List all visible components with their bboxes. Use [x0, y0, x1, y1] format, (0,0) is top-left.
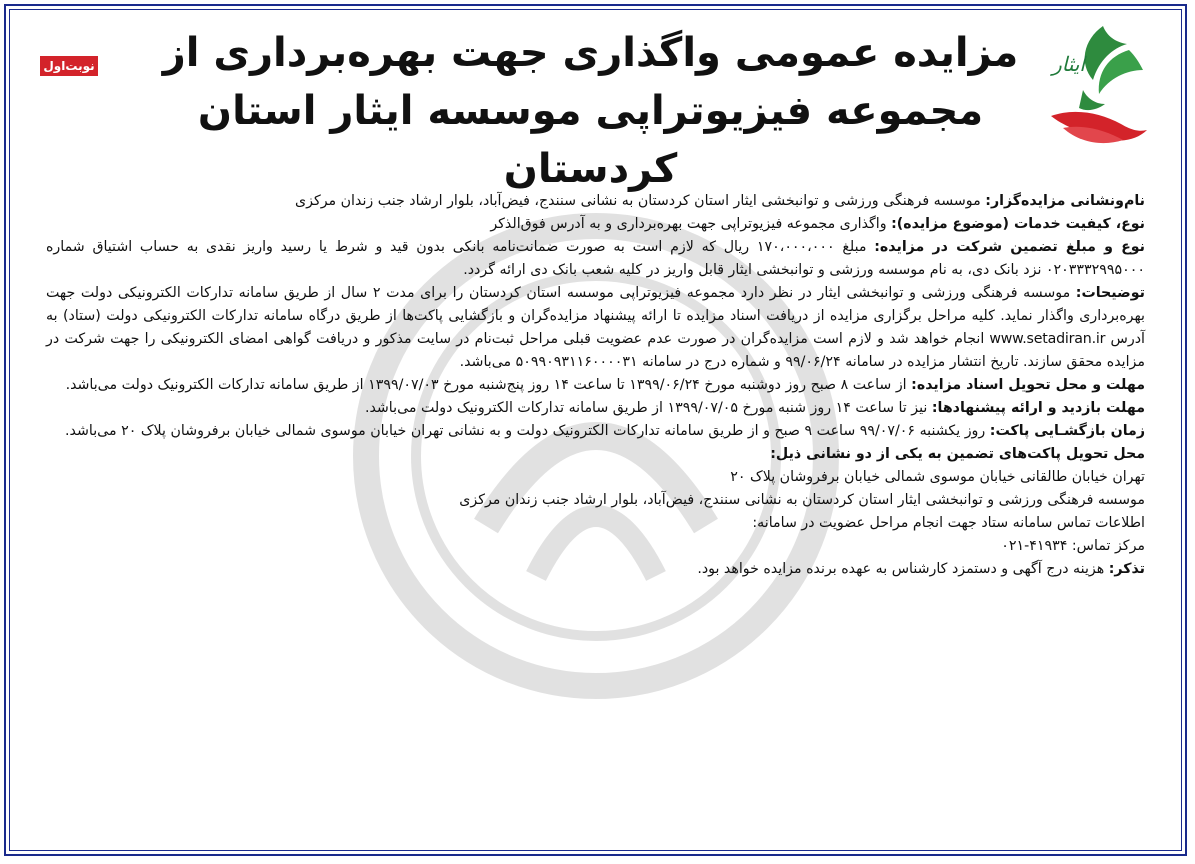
opening-section — [46, 420, 1145, 443]
logo-wordmark: ایثار — [1052, 52, 1085, 76]
contact-info-line: اطلاعات تماس سامانه ستاد جهت انجام مراحل عضویت در سامانه: — [752, 515, 1145, 531]
visit-deadline-section — [46, 397, 1145, 420]
first-publication-badge: نوبت‌اول — [40, 56, 98, 76]
notice-body — [46, 190, 1145, 581]
delivery-section — [46, 443, 1145, 466]
documents-deadline-label: مهلت و محل تحویل اسناد مزایده: — [911, 377, 1145, 393]
note-label: تذکر: — [1108, 561, 1145, 577]
guarantee-section — [46, 236, 1145, 282]
notice-title — [156, 24, 1025, 198]
delivery-label: محل تحویل پاکت‌های تضمین به یکی از دو نشانی ذیل: — [770, 446, 1145, 462]
opening-text: روز یکشنبه ۹۹/۰۷/۰۶ ساعت ۹ صبح و از طریق سامانه تدارکات الکترونیک دولت و به نشانی تهران خیابان موسوی شمالی خیابان برفروشان پلاک ۲۰ می‌باشد. — [65, 423, 986, 439]
title-line-1: مزایده عمومی واگذاری جهت بهره‌برداری از — [162, 30, 1019, 76]
description-text: موسسه فرهنگی ورزشی و توانبخشی ایثار در نظر دارد مجموعه فیزیوتراپی موسسه استان کردستان را برای مدت ۲ سال از طریق سامانه تدارکات الکترونیکی دولت جهت بهره‌برداری واگذار نماید. کلیه مراحل برگزاری مزایده از دریافت اسناد مزایده تا ارائه پیشنهاد مزایده‌گران و بازگشایی پاکت‌ها از طریق درگاه سامانه تدارکات الکترونیکی دولت (ستاد) به آدرس www.setadiran.ir انجام خواهد شد و لازم است مزایده‌گران در صورت عدم عضویت قبلی مراحل ثبت‌نام در سایت مذکور و دریافت گواهی امضای الکترونیکی را جهت شرکت در مزایده محقق سازند. تاریخ انتشار مزایده در سامانه ۹۹/۰۶/۲۴ و شماره درج در سامانه ۵۰۹۹۰۹۳۱۱۶۰۰۰۰۳۱ می‌باشد. — [46, 285, 1145, 370]
delivery-address: موسسه فرهنگی ورزشی و توانبخشی ایثار استان کردستان به نشانی سنندج، فیض‌آباد، بلوار ارشاد جنب زندان مرکزی — [459, 492, 1145, 508]
notice-frame — [4, 4, 1187, 856]
description-section — [46, 282, 1145, 374]
title-line-2: مجموعه فیزیوتراپی موسسه ایثار استان کردستان — [197, 88, 984, 192]
note-text: هزینه درج آگهی و دستمزد کارشناس به عهده برنده مزایده خواهد بود. — [697, 561, 1105, 577]
guarantee-text: مبلغ ۱۷۰،۰۰۰،۰۰۰ ریال که لازم است به صورت ضمانت‌نامه بانکی بدون قید و شرط یا رسید واریز نقدی به حساب اشتیاق شماره ۰۲۰۳۳۳۲۹۹۵۰۰۰ نزد بانک دی، به نام موسسه ورزشی و توانبخشی ایثار قابل واریز در کلیه شعب بانک دی ارائه گردد. — [46, 239, 1145, 278]
description-label: توضیحات: — [1075, 285, 1145, 301]
delivery-address: تهران خیابان طالقانی خیابان موسوی شمالی خیابان برفروشان پلاک ۲۰ — [730, 469, 1145, 485]
opening-label: زمان بازگشـایی پاکت: — [989, 423, 1145, 439]
auctioneer-section — [46, 190, 1145, 213]
service-type-text: واگذاری مجموعه فیزیوتراپی جهت بهره‌برداری و به آدرس فوق‌الذکر — [490, 216, 887, 232]
isar-logo-icon — [1043, 20, 1151, 148]
visit-deadline-text: نیز تا ساعت ۱۴ روز شنبه مورخ ۱۳۹۹/۰۷/۰۵ از طریق سامانه تدارکات الکترونیک دولت می‌باشد. — [364, 400, 928, 416]
service-type-label: نوع، کیفیت خدمات (موضوع مزایده): — [891, 216, 1145, 232]
documents-deadline-text: از ساعت ۸ صبح روز دوشنبه مورخ ۱۳۹۹/۰۶/۲۴ تا ساعت ۱۴ روز پنج‌شنبه مورخ ۱۳۹۹/۰۷/۰۳ از طریق سامانه تدارکات الکترونیک دولت می‌باشد. — [65, 377, 907, 393]
visit-deadline-label: مهلت بازدید و ارائه پیشنهادها: — [931, 400, 1145, 416]
service-type-section — [46, 213, 1145, 236]
call-center-line: مرکز تماس: ۴۱۹۳۴-۰۲۱ — [1001, 538, 1145, 554]
auctioneer-label: نام‌ونشانی مزایده‌گزار: — [985, 193, 1145, 209]
guarantee-label: نوع و مبلغ تضمین شرکت در مزایده: — [874, 239, 1145, 255]
auctioneer-text: موسسه فرهنگی ورزشی و توانبخشی ایثار استان کردستان به نشانی سنندج، فیض‌آباد، بلوار ارشاد جنب زندان مرکزی — [295, 193, 981, 209]
note-section — [46, 558, 1145, 581]
documents-deadline-section — [46, 374, 1145, 397]
